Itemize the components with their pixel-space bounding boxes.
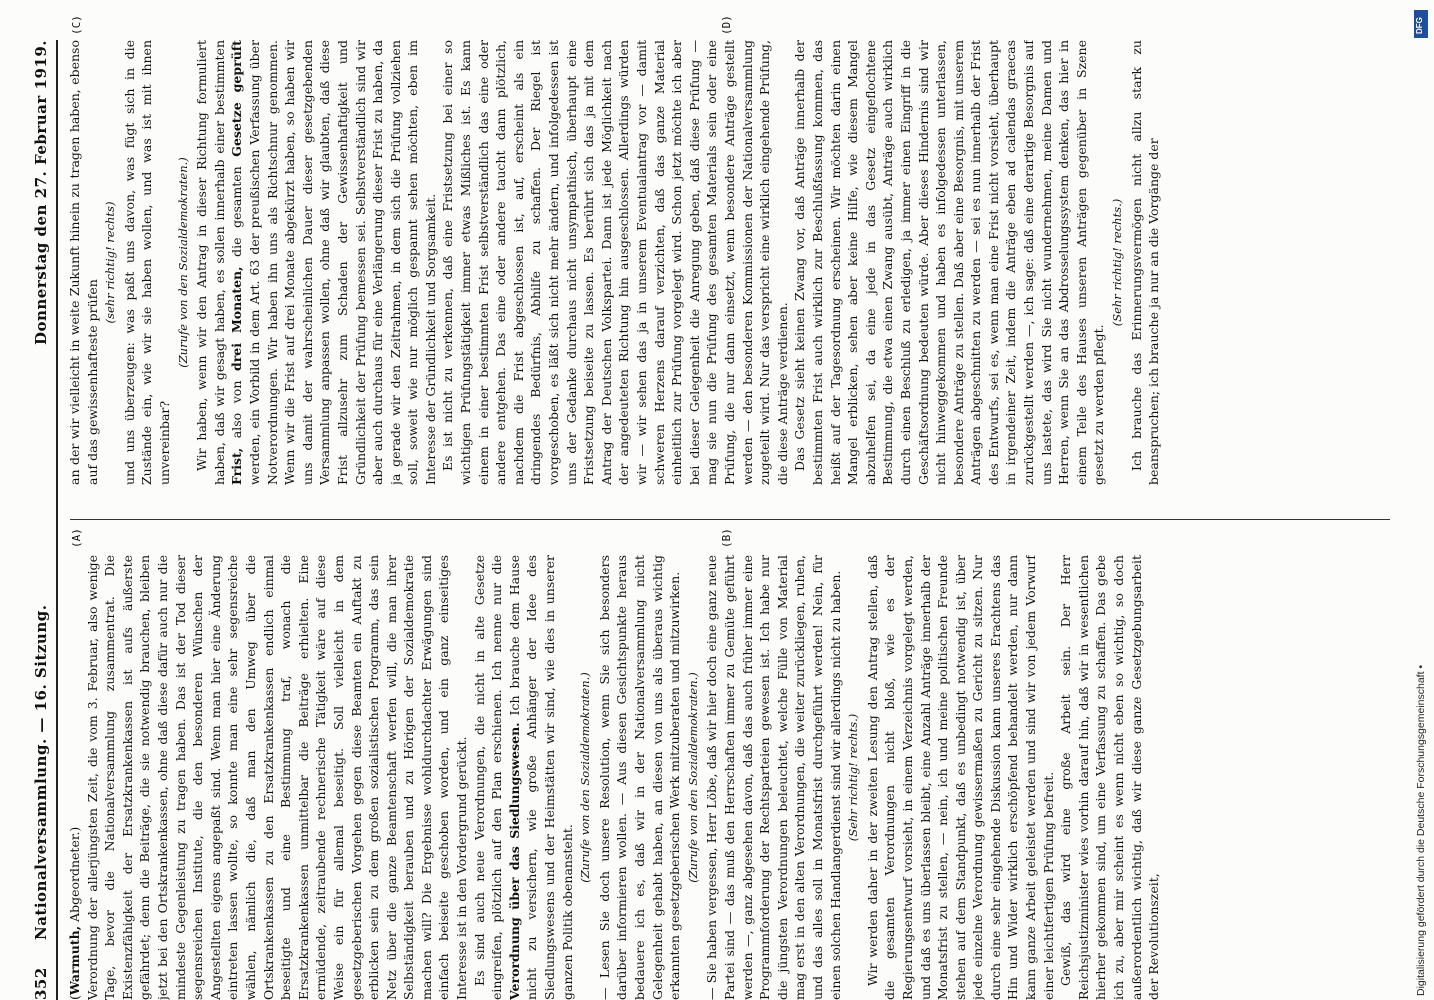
margin-mark-d: (D) [720, 15, 733, 35]
right-column [66, 40, 1396, 485]
margin-mark-b: (B) [720, 528, 733, 548]
interjection: (Sehr richtig! rechts.) [1110, 198, 1125, 327]
paragraph: Ich brauche das Erinnerungsvermögen nicht allzu stark zu beanspruchen; ich brauche ja nur an die Vorgänge der [1128, 40, 1162, 485]
column-divider [70, 519, 1390, 520]
interjection: (Zurufe von den Sozialdemokraten.) [578, 672, 593, 883]
left-column-frame [66, 555, 1396, 1000]
paragraph: Verordnung der allerjüngsten Zeit, die vom 3. Februar, also wenige Tage, bevor die Nationalversammlung zusammentrat. Die Existenzfähigkeit der Ersatzkrankenkassen ist aufs äußerste gefährdet; denn die Beiträge, die sie notwendig brauchen, bleiben jetzt bei den Ortskrankenkassen, ohne daß diese dafür auch nur die mindeste Gegenleistung zu tragen haben. Das ist der Tod dieser segensreichen Institute, die den besonderen Wünschen der Angestellten eigens angepaßt sind. Wenn man hier eine Änderung eintreten lassen wollte, so konnte man eine sehr segensreiche wählen, nämlich die, daß man den Umweg über die Ortskrankenkassen zu den Ersatzkrankenkassen endlich einmal beseitigte und eine Bestimmung traf, wonach die Ersatzkrankenkassen unmittelbar die Beiträge erhielten. Eine ermüdende, zeitraubende rechnerische Tätigkeit wäre auf diese Weise ein für allemal beseitigt. Soll vielleicht in dem gesetzgeberischen Vorgehen gegen diese Beamten ein Auftakt zu erblicken sein zu dem großen sozialistischen Programm, das sein Netz über die ganze Beamtenschaft werfen will, die man ihrer Selbständigkeit berauben und zu Hörigen der Sozialdemokratie machen will? Die Ergebnisse wohldurchdachter Erwägungen sind einfach beiseite geschoben worden, und ein ganz einseitiges Interesse ist in den Vordergrund gerückt. [84, 555, 470, 1000]
bold-term: Verordnung über das Siedlungswesen. [506, 722, 522, 1000]
text-run: also von [229, 380, 245, 439]
paragraph: Wir werden daher in der zweiten Lesung den Antrag stellen, daß die gesamten Verordnungen nicht bloß, wie es der Regierungsentwurf vorsieht, in einem Verzeichnis vorgelegt werden, und daß es uns überlassen bleibt, eine Anzahl Anträge innerhalb der Monatsfrist zu stellen, — nein, ich und meine politischen Freunde stehen auf dem Standpunkt, daß es unbedingt notwendig ist, über jede einzelne Verordnung gewissermaßen zu Gericht zu sitzen. Nur durch eine sehr eingehende Diskussion kann unseres Erachtens das Hin und Wider wirklich erschöpfend behandelt werden, nur dann kann ganze Arbeit geleistet werden und sind wir von jedem Vorwurf einer leichtfertigen Prüfung befreit. [864, 555, 1056, 1000]
text-run: werden, ein Vorbild in dem Art. 63 der preußischen Verfassung über Notverordnungen. Wir haben ihn uns als Richtschnur genommen. Wenn wir die Frist auf drei Monate abgekürzt haben, so haben wir uns damit der wahrscheinlichen Dauer dieser gesetzgebenden Versammlung anpassen wollen, ohne daß wir glaubten, daß diese Frist allzusehr zum Schaden der Gewissenhaftigkeit und Gründlichkeit der Prüfung bemessen sei. Selbstverständlich sind wir aber auch durchaus für eine Verlängerung dieser Frist zu haben, da ja gerade wir den Zeitrahmen, in dem sich die Prüfung vollziehen soll, soweit wie nur möglich gespannt sehen möchten, eben im Interesse der Gründlichkeit und Sorgsamkeit. [246, 40, 438, 485]
session-date: Donnerstag den 27. Februar 1919. [32, 40, 50, 346]
paragraph: Das Gesetz sieht keinen Zwang vor, daß Anträge innerhalb der bestimmten Frist auch wirklich zur Beschlußfassung kommen, das heißt auf der Tagesordnung erscheinen. Wir möchten darin einen Mangel erblicken, sehen aber keine Hilfe, wie diesem Mangel abzuhelfen sei, da eine jede in das Gesetz eingeflochtene Bestimmung, die etwa einen Zwang ausübt, Anträge auch wirklich durch einen Beschluß zu erledigen, ja immer einen Eingriff in die Geschäftsordnung bedeuten würde. Aber dieses Hindernis sind wir nicht hinweggekommen und haben es infolgedessen unterlassen, besondere Anträge zu stellen. Daß aber eine Besorgnis, mit unserem Anträgen abgeschnitten zu werden — sei es nun innerhalb der Frist des Entwurfs, sei es, wenn man eine Frist nicht vorsieht, überhaupt in irgendeiner Zeit, indem die Anträge eben ad calendas graecas zurückgestellt werden —, ich sage: daß eine derartige Besorgnis auf uns lastete, das wird Sie nicht wundernehmen, meine Damen und Herren, wenn Sie an das Abdrosselungssystem denken, das hier in einem Teile des Hauses unseren Anträgen gegenüber in Szene gesetzt zu werden pflegt. [792, 40, 1107, 485]
dfg-logo-text: DFG [1415, 17, 1424, 34]
header-rule [56, 40, 58, 1000]
dfg-logo-badge [1414, 10, 1428, 38]
interjection: (Sehr richtig! rechts.) [846, 713, 861, 842]
page-number: 352 [32, 967, 50, 1000]
speaker-name: Warmuth, [67, 925, 82, 996]
interjection: (Zurufe von den Sozialdemokraten.) [685, 672, 700, 883]
text-run: Wir haben, wenn wir den Antrag in dieser Richtung formuliert haben, daß wir gesagt haben, es sollen innerhalb einer bestimmten [194, 40, 227, 485]
session-title: Nationalversammlung. — 16. Sitzung. [32, 604, 50, 940]
interjection: (sehr richtig! rechts) [103, 201, 118, 324]
right-column-frame [66, 40, 1396, 485]
speaker-line: (Warmuth, Abgeordneter.) [67, 826, 82, 1000]
paragraph [471, 555, 577, 1000]
paragraph: Gewiß, das wird eine große Arbeit sein. Der Herr Reichsjustizminister wies vorhin darauf hin, daß wir in wesentlichen hierher gekommen sind, um eine Verfassung zu schaffen. Das gebe ich zu, aber mir scheint es wenn nicht eben so wichtig, so doch außerordentlich wichtig, daß wir diese ganze Gesetzgebungsarbeit der Revolutionszeit, [1058, 555, 1162, 1000]
speaker-role: Abgeordneter. [67, 831, 82, 922]
text-run: die gesamten [229, 166, 245, 257]
paragraph: Es ist nicht zu verkennen, daß eine Fristsetzung bei einer so wichtigen Prüfungstätigkeit immer etwas Mißliches ist. Es kann einem in einer bestimmten Frist selbstverständlich das eine oder andere entgehen. Das eine oder andere taucht dann plötzlich, nachdem die Frist abgeschlossen ist, auf, erscheint als ein dringendes Bedürfnis, Abhilfe zu schaffen. Der Riegel ist vorgeschoben, es läßt sich nicht mehr ändern, und infolgedessen ist uns der Gedanke durchaus nicht unsympathisch, überhaupt eine Fristsetzung beiseite zu lassen. Es berührt sich das ja mit dem Antrag der Deutschen Volkspartei. Dann ist jede Möglichkeit nach der angedeuteten Richtung hin ausgeschlossen. Allerdings würden wir — wir sehen das ja in unserem Eventualantrag vor — damit schweren Herzens darauf verzichten, daß das ganze Material einheitlich zur Prüfung vorgelegt wird. Schon jetzt möchte ich aber bei dieser Gelegenheit die Anregung geben, daß diese Prüfung — mag sie nun die Prüfung des gesamten Materials sein oder eine Prüfung, die nur dann einsetzt, wenn besondere Anträge gestellt werden — den besonderen Kommissionen der Nationalversammlung zugeteilt wird. Nur das verspricht eine wirklich eingehende Prüfung, die diese Anträge verdienen. [440, 40, 790, 485]
paragraph: — Sie haben vergessen, Herr Löbe, daß wir hier doch eine ganz neue Partei sind — das muß den Herrschaften immer zu Gemüte geführt werden —, ganz abgesehen davon, daß das auch früher immer eine Programmforderung der Rechtsparteien gewesen ist. Ich habe nur die jüngsten Verordnungen beleuchtet, welche Fülle von Material mag erst in den alten Verordnungen, die weiter zurückliegen, ruhen, und das alles soll in Monatsfrist durchgeführt werden! Nein, für einen solchen Handlangerdienst sind wir allerdings nicht zu haben. [704, 555, 843, 1000]
paragraph: und uns überzeugen: was paßt uns davon, was fügt sich in die Zustände ein, wie wir sie haben wollen, und was ist mit ihnen unvereinbar? [121, 40, 172, 485]
margin-mark-a: (A) [70, 528, 83, 548]
bold-term: drei Monaten, [229, 266, 245, 372]
text-run: Ich brauche dem Hause nicht zu versichern, wie große Anhänger der Idee des Siedlungswesens und der Heimstätten wir sind, wie dies in unserer ganzen Politik obenansteht. [506, 555, 575, 1000]
paragraph: — Lesen Sie doch unsere Resolution, wenn Sie sich besonders darüber informieren wollen. — Aus diesen Gesichtspunkte heraus bedauere ich es, daß wir in der Nationalversammlung nicht Gelegenheit gehabt haben, an diesen von uns als überaus wichtig erkannten gesetzgeberischen Werk mitzuberaten und mitzuwirken. [596, 555, 683, 1000]
bold-term: Frist, [229, 447, 245, 485]
text-run: Es sind auch neue Verordnungen, die nicht in alte Gesetze eingreifen, plötzlich auf den Plan erschienen. Ich nenne nur die [471, 555, 505, 1000]
interjection: (Zurufe von den Sozialdemokraten.) [175, 157, 190, 368]
paragraph [193, 40, 439, 485]
rotated-page [30, 15, 1400, 1000]
digitization-credit [1412, 6, 1430, 994]
credit-text: Digitalisierung gefördert durch die Deutsche Forschungsgemeinschaft • [1415, 664, 1427, 996]
paragraph: an der wir vielleicht in weite Zukunft hinein zu tragen haben, ebenso auf das gewissenhafteste prüfen [67, 40, 100, 485]
left-column [66, 555, 1396, 1000]
margin-mark-c: (C) [70, 15, 83, 35]
bold-term: Gesetze geprüft [229, 40, 245, 157]
